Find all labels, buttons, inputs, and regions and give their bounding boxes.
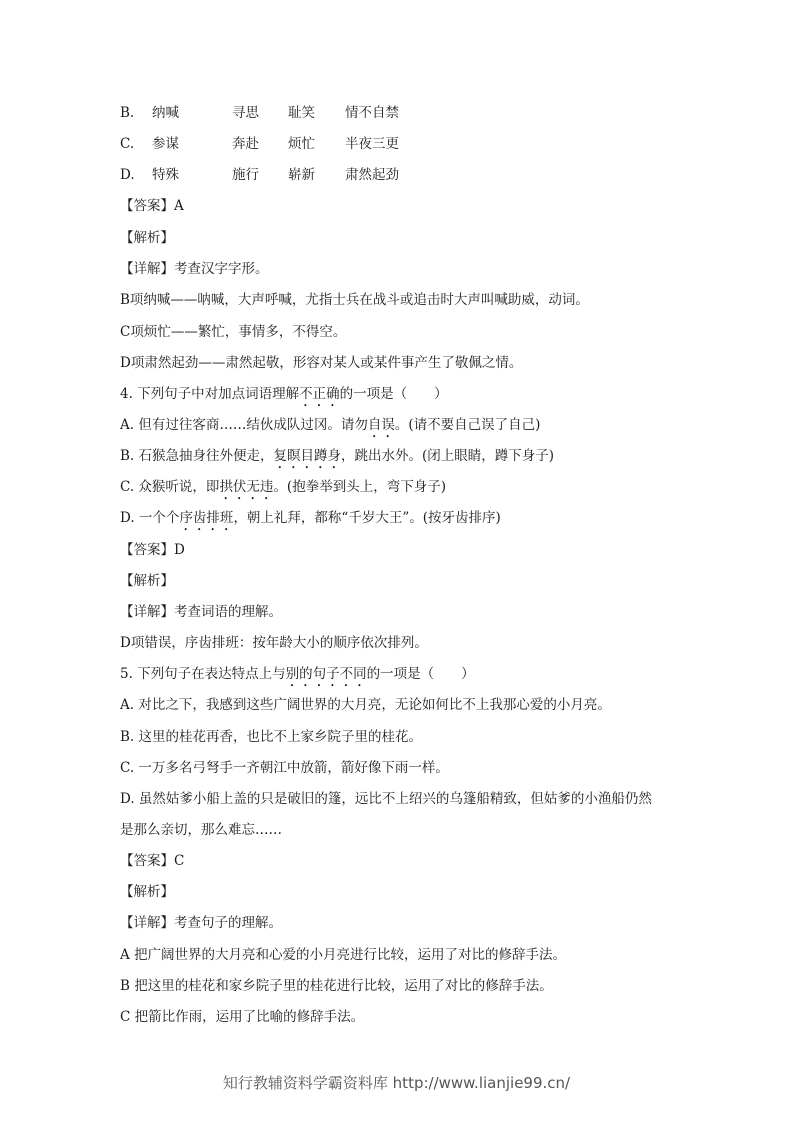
q4-option-a: A. 但有过往客商……结伙成队过冈。请勿自误。(请不要自己误了自己) bbox=[120, 417, 541, 433]
q4-explain: D项错误，序齿排班：按年龄大小的顺序依次排列。 bbox=[120, 635, 428, 651]
q3-explain-b: B项纳喊——呐喊，大声呼喊，尤指士兵在战斗或追击时大声叫喊助威，动词。 bbox=[120, 292, 589, 308]
footer-watermark: 知行教辅资料学霸资料库 http://www.lianjie99.cn/ bbox=[222, 1074, 571, 1092]
q5-option-c: C. 一万多名弓弩手一齐朝江中放箭，箭好像下雨一样。 bbox=[120, 760, 449, 776]
q4-option-b: B. 石猴急抽身往外便走，复瞑目蹲身，跳出水外。(闭上眼睛，蹲下身子) bbox=[120, 448, 555, 464]
q4-stem: 4. 下列句子中对加点词语理解不正确的一项是（ ） bbox=[120, 386, 448, 402]
q4-answer: 【答案】D bbox=[120, 542, 185, 558]
q3-option-b: B. 纳喊 寻思 耻笑 情不自禁 bbox=[120, 105, 399, 121]
q3-option-c: C. 参谋 奔赴 烦忙 半夜三更 bbox=[120, 136, 399, 152]
q5-option-a: A. 对比之下，我感到这些广阔世界的大月亮，无论如何比不上我那心爱的小月亮。 bbox=[120, 697, 611, 713]
q3-explain-c: C项烦忙——繁忙，事情多，不得空。 bbox=[120, 324, 347, 340]
q5-option-d-continued: 是那么亲切，那么难忘…… bbox=[120, 822, 282, 838]
q5-explain-c: C 把箭比作雨，运用了比喻的修辞手法。 bbox=[120, 1009, 365, 1025]
q3-analysis-title: 【解析】 bbox=[120, 230, 174, 246]
q5-analysis-title: 【解析】 bbox=[120, 884, 174, 900]
q4-analysis-title: 【解析】 bbox=[120, 573, 174, 589]
q3-answer: 【答案】A bbox=[120, 198, 184, 214]
q5-detail: 【详解】考查句子的理解。 bbox=[120, 915, 282, 931]
q5-answer: 【答案】C bbox=[120, 853, 185, 869]
q5-option-d: D. 虽然姑爹小船上盖的只是破旧的篷，远比不上绍兴的乌篷船精致，但姑爹的小渔船仍然 bbox=[120, 791, 652, 807]
q3-explain-d: D项肃然起劲——肃然起敬，形容对某人或某件事产生了敬佩之情。 bbox=[120, 355, 523, 371]
q4-option-c: C. 众猴听说，即拱伏无违。(抱拳举到头上，弯下身子) bbox=[120, 479, 446, 495]
q4-option-d: D. 一个个序齿排班，朝上礼拜，都称“千岁大王”。(按牙齿排序) bbox=[120, 510, 501, 526]
q5-explain-a: A 把广阔世界的大月亮和心爱的小月亮进行比较，运用了对比的修辞手法。 bbox=[120, 947, 567, 963]
q5-option-b: B. 这里的桂花再香，也比不上家乡院子里的桂花。 bbox=[120, 729, 423, 745]
q3-detail: 【详解】考查汉字字形。 bbox=[120, 261, 269, 277]
q5-stem: 5. 下列句子在表达特点上与别的句子不同的一项是（ ） bbox=[120, 666, 475, 682]
q3-option-d: D. 特殊 施行 崭新 肃然起劲 bbox=[120, 167, 399, 183]
q4-detail: 【详解】考查词语的理解。 bbox=[120, 604, 282, 620]
q5-explain-b: B 把这里的桂花和家乡院子里的桂花进行比较，运用了对比的修辞手法。 bbox=[120, 978, 553, 994]
